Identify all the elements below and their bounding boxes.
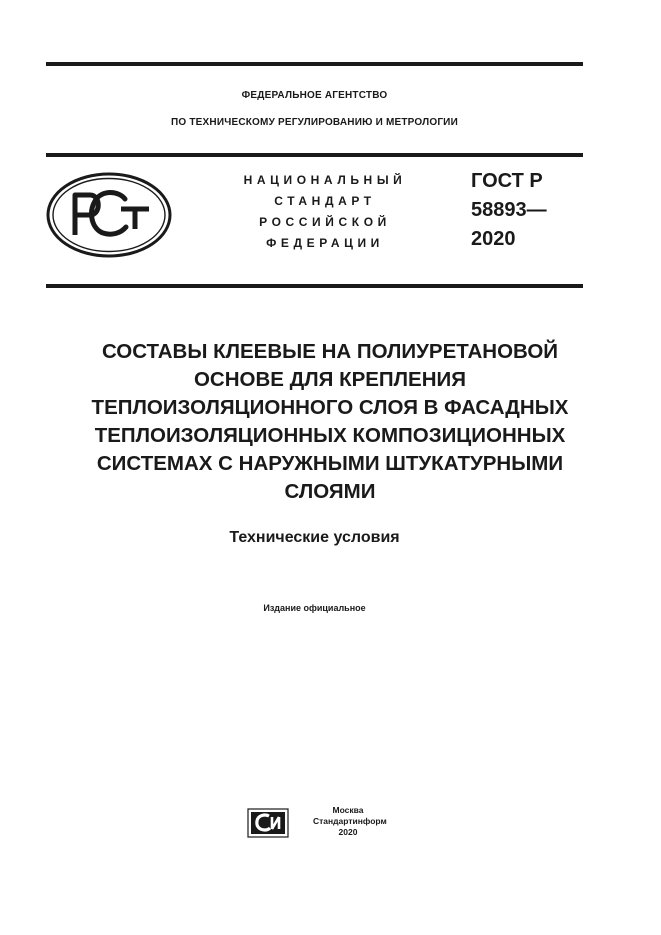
title-line: ТЕПЛОИЗОЛЯЦИОННЫХ КОМПОЗИЦИОННЫХ [94,424,566,447]
standard-designation [471,167,547,254]
title-line: ОСНОВЕ ДЛЯ КРЕПЛЕНИЯ [193,368,466,391]
national-standard-line: РОССИЙСКОЙ [259,215,391,229]
national-standard-line: СТАНДАРТ [274,194,376,208]
designation-line1: ГОСТ Р [471,170,543,192]
header-rule [46,153,583,157]
publisher-year: 2020 [338,827,358,837]
title-line: СИСТЕМАХ С НАРУЖНЫМИ ШТУКАТУРНЫМИ [96,452,564,475]
section-rule [46,284,583,288]
document-subtitle: Технические условия [229,529,400,546]
title-line: СЛОЯМИ [284,480,376,503]
agency-name-line1: ФЕДЕРАЛЬНОЕ АГЕНТСТВО [241,90,388,101]
national-standard-line: ФЕДЕРАЦИИ [266,236,384,250]
edition-note: Издание официальное [263,603,366,613]
national-standard-block [225,170,425,254]
publisher-imprint [313,805,387,838]
top-rule [46,62,583,66]
publisher-city: Москва [332,805,364,815]
title-line: СОСТАВЫ КЛЕЕВЫЕ НА ПОЛИУРЕТАНОВОЙ [101,340,559,363]
publisher-name: Стандартинформ [313,816,387,826]
standartinform-logo-icon [247,808,289,838]
designation-line2: 58893— [471,199,547,221]
document-title [40,338,620,506]
designation-line3: 2020 [471,228,516,250]
national-standard-line: НАЦИОНАЛЬНЫЙ [243,173,407,187]
rst-certification-logo-icon [45,171,173,259]
title-line: ТЕПЛОИЗОЛЯЦИОННОГО СЛОЯ В ФАСАДНЫХ [91,396,569,419]
agency-name-line2: ПО ТЕХНИЧЕСКОМУ РЕГУЛИРОВАНИЮ И МЕТРОЛОГИИ [171,117,458,128]
